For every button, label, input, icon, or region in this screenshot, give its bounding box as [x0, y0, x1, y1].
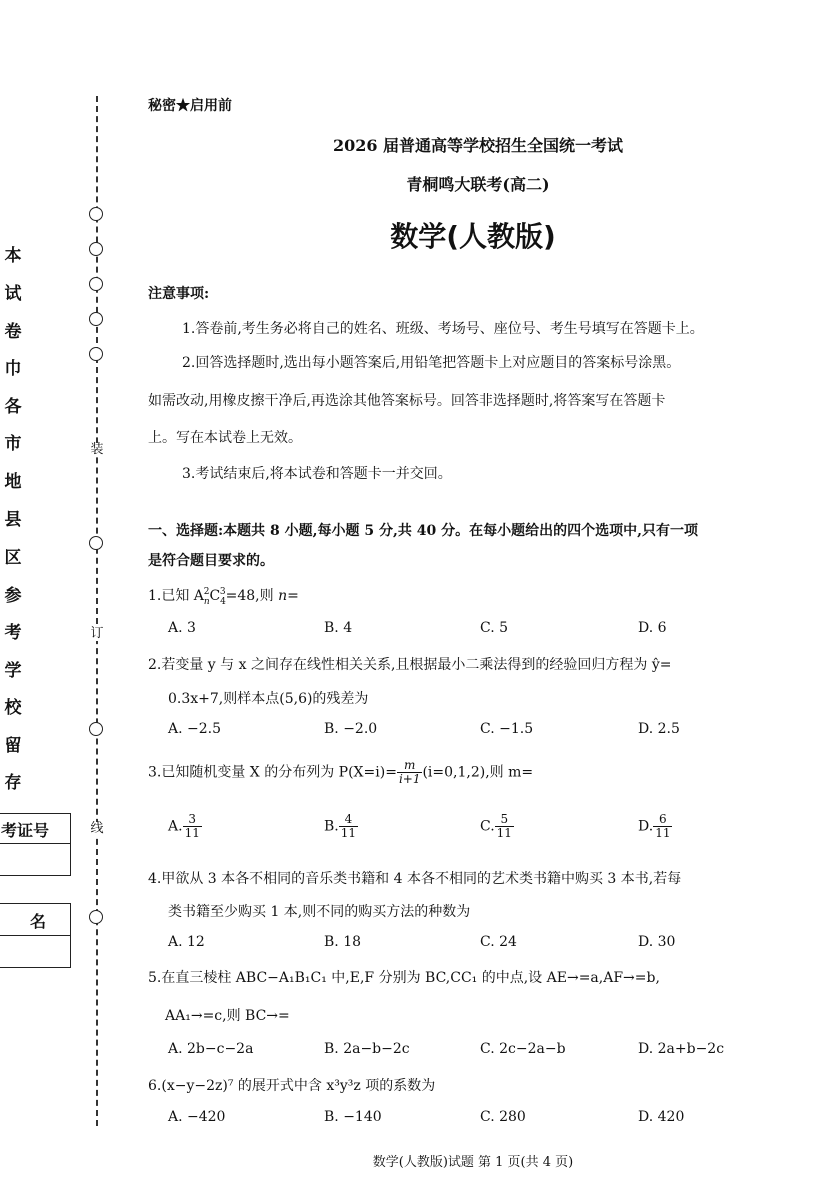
option-fraction — [339, 813, 358, 840]
frac-num: 6 — [653, 813, 672, 827]
page-footer: 数学(人教版)试题 第 1 页(共 4 页) — [372, 1155, 574, 1170]
option-letter: D. — [638, 818, 654, 835]
q5-option-b: B. 2a−b−2c — [324, 1041, 410, 1057]
option-letter: A. — [168, 818, 183, 835]
sidebar-char: 参 — [4, 586, 22, 606]
option-fraction — [183, 813, 202, 840]
q1-text: C — [209, 588, 221, 604]
frac-den: 11 — [340, 826, 357, 840]
q2-option-d: D. 2.5 — [638, 721, 680, 737]
q6-option-a: A. −420 — [168, 1109, 226, 1125]
q3-option-c — [480, 813, 514, 840]
q4-option-c: C. 24 — [480, 934, 517, 950]
q6-option-d: D. 420 — [638, 1109, 685, 1125]
sidebar-char: 市 — [4, 434, 22, 454]
sidebar-char: 试 — [4, 284, 22, 304]
frac-num: 4 — [339, 813, 358, 827]
q1-option-b: B. 4 — [324, 620, 353, 636]
name-field[interactable] — [0, 935, 71, 968]
option-fraction — [495, 813, 514, 840]
option-letter: C. — [480, 818, 495, 835]
q2-option-c: C. −1.5 — [480, 721, 534, 737]
q4-option-d: D. 30 — [638, 934, 676, 950]
binding-word: 装 — [88, 443, 106, 457]
q1-text: =48,则 — [225, 588, 279, 604]
option-letter: B. — [324, 818, 339, 835]
q3-text: (i=0,1,2),则 m= — [422, 764, 534, 781]
q6-option-b: B. −140 — [324, 1109, 382, 1125]
q2-option-b: B. −2.0 — [324, 721, 378, 737]
q1-text: 1.已知 A — [148, 588, 204, 604]
q1-sup: 3 — [219, 587, 226, 598]
q3-frac-num: m — [404, 758, 416, 772]
sidebar-char: 留 — [4, 736, 22, 756]
question-5-line1: 5.在直三棱柱 ABC−A₁B₁C₁ 中,E,F 分别为 BC,CC₁ 的中点,设 AE→=a,AF→=b, — [148, 970, 660, 986]
frac-num: 5 — [495, 813, 514, 827]
binding-hole — [89, 910, 103, 924]
question-2-line1: 2.若变量 y 与 x 之间存在线性相关关系,且根据最小二乘法得到的经验回归方程为 ŷ= — [148, 657, 672, 673]
sidebar-char: 校 — [4, 698, 22, 718]
section-heading: 一、选择题:本题共 8 小题,每小题 5 分,共 40 分。在每小题给出的四个选项中,只有一项 — [148, 523, 698, 539]
option-fraction — [653, 813, 672, 840]
name-label-box — [0, 903, 71, 936]
binding-hole — [89, 722, 103, 736]
note-item: 1.答卷前,考生务必将自己的姓名、班级、考场号、座位号、考生号填写在答题卡上。 — [182, 321, 704, 337]
q2-option-a: A. −2.5 — [168, 721, 222, 737]
sidebar-char: 各 — [4, 397, 22, 417]
note-item: 2.回答选择题时,选出每小题答案后,用铅笔把答题卡上对应题目的答案标号涂黑。 — [182, 355, 681, 371]
exam-subtitle: 青桐鸣大联考(高二) — [406, 175, 550, 194]
q1-option-d: D. 6 — [638, 620, 667, 636]
question-5-line2: AA₁→=c,则 BC→= — [165, 1008, 290, 1024]
q5-option-d: D. 2a+b−2c — [638, 1041, 725, 1057]
binding-word: 线 — [88, 822, 106, 836]
subject-title: 数学(人教版) — [390, 220, 556, 253]
exam-number-label-box — [0, 813, 71, 844]
sidebar-char: 考 — [4, 623, 22, 643]
q4-option-a: A. 12 — [168, 934, 205, 950]
exam-title: 2026 届普通高等学校招生全国统一考试 — [332, 136, 624, 155]
exam-number-label: 考证号 — [1, 821, 50, 840]
q3-frac-den: i+1 — [398, 772, 421, 786]
note-item: 如需改动,用橡皮擦干净后,再选涂其他答案标号。回答非选择题时,将答案写在答题卡 — [148, 393, 666, 409]
q1-option-a: A. 3 — [168, 620, 196, 636]
frac-num: 3 — [183, 813, 202, 827]
exam-number-field[interactable] — [0, 843, 71, 876]
q4-option-b: B. 18 — [324, 934, 362, 950]
binding-hole — [89, 536, 103, 550]
binding-word: 订 — [88, 627, 106, 641]
q5-option-c: C. 2c−2a−b — [480, 1041, 566, 1057]
question-3 — [148, 759, 533, 786]
binding-hole — [89, 277, 103, 291]
question-1 — [148, 585, 299, 607]
sidebar-char: 学 — [4, 661, 22, 681]
q5-option-a: A. 2b−c−2a — [168, 1041, 254, 1057]
sidebar-char: 区 — [4, 548, 22, 568]
sidebar-char: 本 — [4, 246, 22, 266]
q1-sub: 4 — [220, 596, 226, 607]
confidential-mark: 秘密★启用前 — [148, 98, 232, 114]
q1-text: = — [287, 588, 299, 604]
q3-text: 3.已知随机变量 X 的分布列为 P(X=i)= — [148, 764, 397, 781]
question-2-line2: 0.3x+7,则样本点(5,6)的残差为 — [168, 691, 369, 707]
question-4-line1: 4.甲欲从 3 本各不相同的音乐类书籍和 4 本各不相同的艺术类书籍中购买 3 本书,若每 — [148, 871, 682, 887]
q3-option-a — [168, 813, 202, 840]
binding-hole — [89, 312, 103, 326]
sidebar-char: 卷 — [4, 322, 22, 342]
sidebar-char: 存 — [4, 773, 22, 793]
frac-den: 11 — [655, 826, 671, 840]
q1-option-c: C. 5 — [480, 620, 509, 636]
name-label: 名 — [30, 912, 47, 931]
binding-hole — [89, 347, 103, 361]
frac-den: 11 — [496, 826, 512, 840]
q3-option-d — [638, 813, 672, 840]
section-heading: 是符合题目要求的。 — [148, 553, 274, 569]
question-4-line2: 类书籍至少购买 1 本,则不同的购买方法的种数为 — [168, 904, 471, 920]
question-6-line1: 6.(x−y−2z)⁷ 的展开式中含 x³y³z 项的系数为 — [148, 1078, 436, 1094]
sidebar-char: 县 — [4, 510, 22, 530]
sidebar-char: 地 — [4, 472, 22, 492]
frac-den: 11 — [184, 826, 200, 840]
note-item: 3.考试结束后,将本试卷和答题卡一并交回。 — [182, 466, 452, 482]
notes-heading: 注意事项: — [148, 286, 210, 302]
q1-sub: n — [203, 596, 210, 607]
note-item: 上。写在本试卷上无效。 — [148, 430, 302, 446]
q1-sup: 2 — [203, 587, 210, 598]
q6-option-c: C. 280 — [480, 1109, 526, 1125]
q1-var: n — [278, 588, 288, 604]
q3-option-b — [324, 813, 358, 840]
sidebar-char: 巾 — [4, 359, 22, 379]
q3-fraction — [397, 759, 423, 786]
